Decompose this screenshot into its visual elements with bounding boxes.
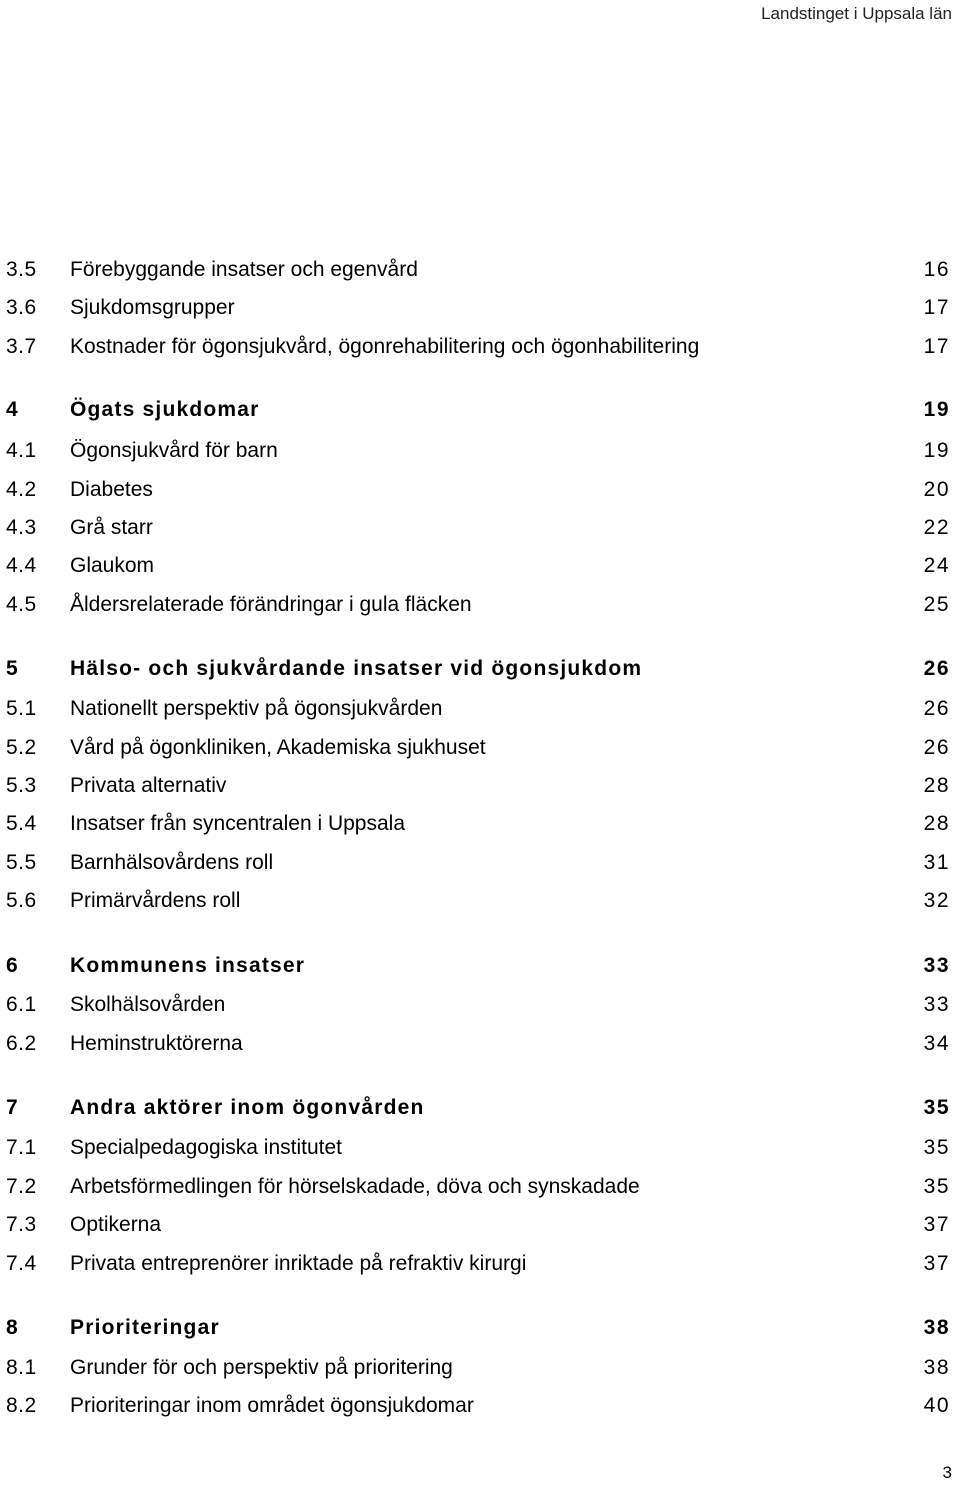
toc-page: 26	[923, 657, 950, 680]
toc-chapter-entry[interactable]	[6, 395, 950, 425]
toc-entry[interactable]	[6, 255, 950, 285]
toc-title: Primärvårdens roll	[70, 889, 241, 912]
toc-entry[interactable]	[6, 848, 950, 878]
toc-entry[interactable]	[6, 990, 950, 1020]
toc-page: 20	[923, 478, 950, 501]
toc-number: 5.1	[6, 697, 37, 720]
toc-page: 37	[923, 1252, 950, 1275]
toc-page: 26	[923, 736, 950, 759]
toc-title: Skolhälsovården	[70, 993, 226, 1016]
toc-title: Specialpedagogiska institutet	[70, 1136, 343, 1159]
toc-number: 8.1	[6, 1356, 37, 1379]
toc-entry[interactable]	[6, 293, 950, 323]
toc-number: 4.1	[6, 439, 37, 462]
toc-page: 35	[923, 1175, 950, 1198]
toc-entry[interactable]	[6, 436, 950, 466]
toc-page: 40	[923, 1394, 950, 1417]
toc-page: 37	[923, 1213, 950, 1236]
toc-page: 26	[923, 697, 950, 720]
toc-page: 28	[923, 774, 950, 797]
toc-title: Förebyggande insatser och egenvård	[70, 258, 418, 281]
toc-page: 24	[923, 554, 950, 577]
toc-entry[interactable]	[6, 475, 950, 505]
toc-title: Barnhälsovårdens roll	[70, 851, 274, 874]
toc-title: Glaukom	[70, 554, 155, 577]
toc-page: 31	[923, 851, 950, 874]
page-header-org: Landstinget i Uppsala län	[761, 4, 952, 23]
toc-entry[interactable]	[6, 1391, 950, 1421]
toc-number: 4.2	[6, 478, 37, 501]
toc-title: Nationellt perspektiv på ögonsjukvården	[70, 697, 443, 720]
toc-page: 34	[923, 1032, 950, 1055]
toc-number: 7.3	[6, 1213, 37, 1236]
toc-number: 5.6	[6, 889, 37, 912]
toc-entry[interactable]	[6, 1210, 950, 1240]
toc-number: 3.6	[6, 296, 37, 319]
toc-number: 5	[6, 657, 19, 680]
toc-page: 38	[923, 1356, 950, 1379]
toc-number: 3.7	[6, 335, 37, 358]
toc-entry[interactable]	[6, 771, 950, 801]
toc-entry[interactable]	[6, 1172, 950, 1202]
toc-title: Ögats sjukdomar	[70, 398, 260, 421]
toc-page: 35	[923, 1136, 950, 1159]
toc-title: Ögonsjukvård för barn	[70, 439, 278, 462]
toc-page: 33	[923, 993, 950, 1016]
toc-number: 7	[6, 1096, 19, 1119]
toc-page: 33	[923, 954, 950, 977]
toc-title: Vård på ögonkliniken, Akademiska sjukhuset	[70, 736, 486, 759]
toc-page: 16	[923, 258, 950, 281]
toc-entry[interactable]	[6, 1133, 950, 1163]
toc-title: Åldersrelaterade förändringar i gula fläcken	[70, 593, 472, 616]
toc-page: 38	[923, 1316, 950, 1339]
toc-entry[interactable]	[6, 694, 950, 724]
toc-title: Heminstruktörerna	[70, 1032, 243, 1055]
toc-title: Arbetsförmedlingen för hörselskadade, döva och synskadade	[70, 1175, 640, 1198]
toc-number: 5.4	[6, 812, 37, 835]
toc-entry[interactable]	[6, 551, 950, 581]
toc-page: 32	[923, 889, 950, 912]
toc-title: Privata alternativ	[70, 774, 227, 797]
toc-page: 22	[923, 516, 950, 539]
toc-number: 7.4	[6, 1252, 37, 1275]
toc-number: 3.5	[6, 258, 37, 281]
toc-number: 4.3	[6, 516, 37, 539]
toc-number: 7.1	[6, 1136, 37, 1159]
toc-title: Grå starr	[70, 516, 153, 539]
toc-number: 4.4	[6, 554, 37, 577]
toc-title: Sjukdomsgrupper	[70, 296, 235, 319]
toc-number: 6.2	[6, 1032, 37, 1055]
toc-page: 19	[923, 439, 950, 462]
toc-page: 19	[923, 398, 950, 421]
toc-title: Kommunens insatser	[70, 954, 306, 977]
toc-number: 4.5	[6, 593, 37, 616]
toc-entry[interactable]	[6, 332, 950, 362]
toc-page: 17	[923, 335, 950, 358]
toc-number: 5.2	[6, 736, 37, 759]
toc-chapter-entry[interactable]	[6, 1313, 950, 1343]
toc-chapter-entry[interactable]	[6, 951, 950, 981]
toc-chapter-entry[interactable]	[6, 1093, 950, 1123]
toc-entry[interactable]	[6, 809, 950, 839]
toc-entry[interactable]	[6, 733, 950, 763]
toc-entry[interactable]	[6, 590, 950, 620]
toc-title: Hälso- och sjukvårdande insatser vid ögonsjukdom	[70, 657, 643, 680]
toc-entry[interactable]	[6, 1029, 950, 1059]
toc-chapter-entry[interactable]	[6, 654, 950, 684]
toc-page: 35	[923, 1096, 950, 1119]
toc-page: 17	[923, 296, 950, 319]
toc-title: Optikerna	[70, 1213, 162, 1236]
toc-entry[interactable]	[6, 886, 950, 916]
toc-title: Insatser från syncentralen i Uppsala	[70, 812, 406, 835]
toc-number: 8	[6, 1316, 19, 1339]
toc-number: 7.2	[6, 1175, 37, 1198]
toc-number: 8.2	[6, 1394, 37, 1417]
toc-number: 6.1	[6, 993, 37, 1016]
toc-entry[interactable]	[6, 1249, 950, 1279]
page-number: 3	[942, 1463, 952, 1482]
toc-number: 4	[6, 398, 19, 421]
toc-title: Prioriteringar inom området ögonsjukdomar	[70, 1394, 474, 1417]
toc-title: Diabetes	[70, 478, 153, 501]
toc-title: Andra aktörer inom ögonvården	[70, 1096, 425, 1119]
toc-page: 28	[923, 812, 950, 835]
toc-title: Privata entreprenörer inriktade på refraktiv kirurgi	[70, 1252, 527, 1275]
toc-number: 6	[6, 954, 19, 977]
toc-number: 5.5	[6, 851, 37, 874]
toc-title: Grunder för och perspektiv på prioritering	[70, 1356, 453, 1379]
toc-entry[interactable]	[6, 513, 950, 543]
toc-title: Kostnader för ögonsjukvård, ögonrehabilitering och ögonhabilitering	[70, 335, 700, 358]
toc-number: 5.3	[6, 774, 37, 797]
toc-page: 25	[923, 593, 950, 616]
toc-entry[interactable]	[6, 1353, 950, 1383]
toc-title: Prioriteringar	[70, 1316, 220, 1339]
